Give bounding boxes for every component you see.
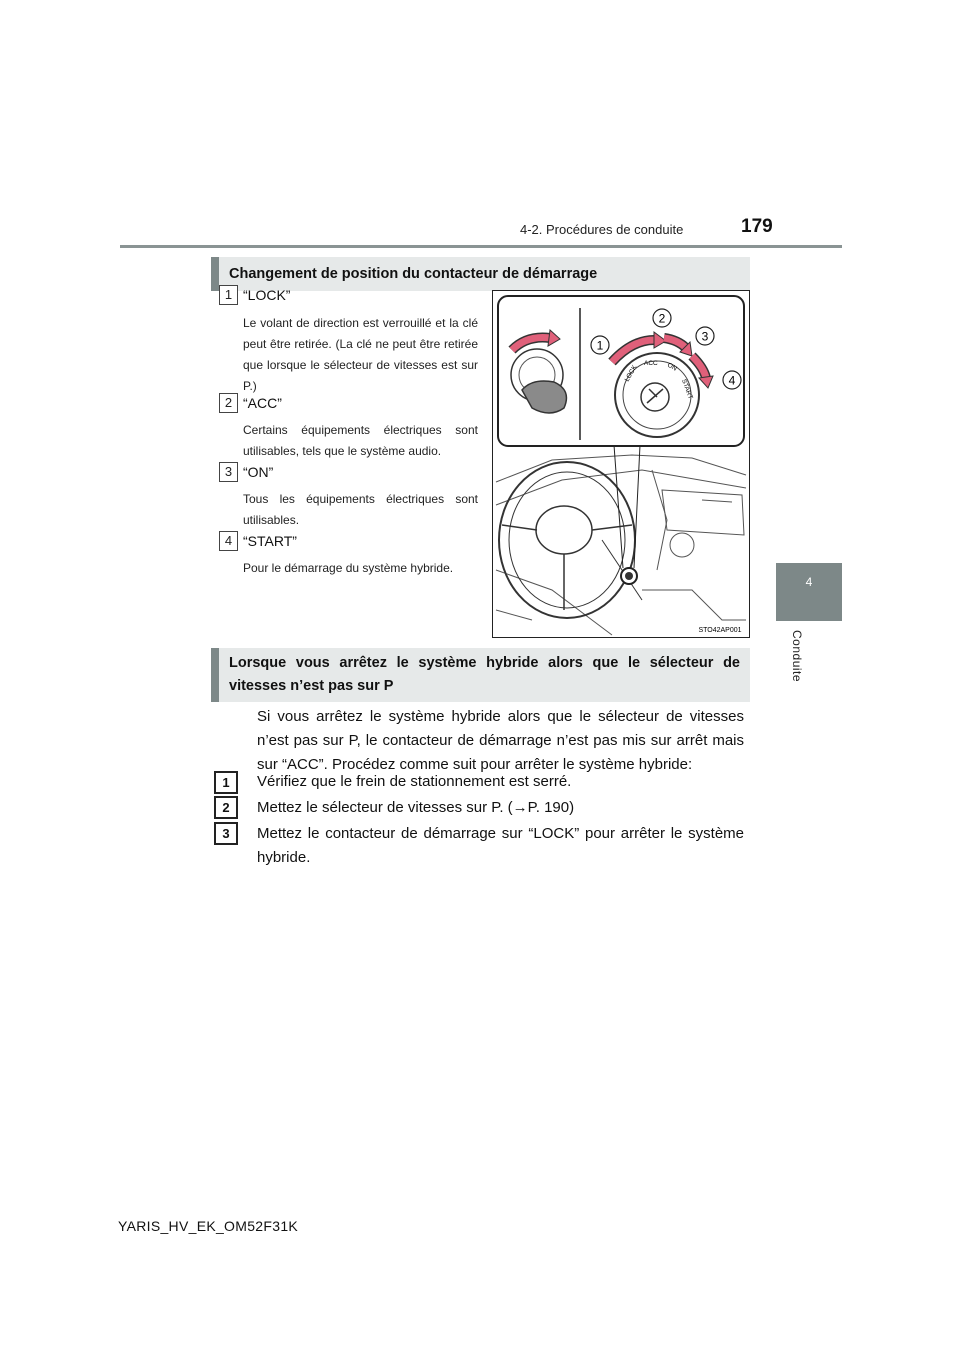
header-section-title: 4-2. Procédures de conduite bbox=[520, 222, 684, 237]
item-number-badge: 3 bbox=[219, 462, 238, 482]
section-heading-line: Lorsque vous arrêtez le système hybride alors que le sélecteur de bbox=[229, 655, 740, 671]
ignition-switch-illustration bbox=[492, 290, 750, 638]
switch-label-acc: ACC bbox=[644, 360, 658, 367]
switch-label-lock: LOCK bbox=[623, 364, 639, 383]
figure-code: STO42AP001 bbox=[698, 627, 742, 634]
step-number-box: 2 bbox=[214, 796, 238, 819]
page-number: 179 bbox=[741, 216, 773, 237]
callout-1: 1 bbox=[596, 338, 604, 353]
item-title-start: “START” bbox=[243, 533, 297, 549]
chapter-tab-number: 4 bbox=[805, 575, 813, 589]
intro-paragraph: Si vous arrêtez le système hybride alors que le sélecteur de vitesses n’est pas sur P, le contacteur de démarrage n’est pas mis sur arrêt mais sur “ACC”. Procédez comme suit pour arrêter le système hybride: bbox=[257, 708, 744, 773]
item-body-start: Pour le démarrage du système hybride. bbox=[243, 561, 454, 575]
document-code: YARIS_HV_EK_OM52F31K bbox=[118, 1218, 299, 1234]
step-text: Vérifiez que le frein de stationnement est serré. bbox=[257, 773, 572, 790]
section-heading-stop-hybrid bbox=[211, 648, 750, 702]
item-title-on: “ON” bbox=[243, 464, 274, 480]
step-text: Mettez le sélecteur de vitesses sur P. (→P. 190) bbox=[257, 799, 575, 816]
item-title-acc: “ACC” bbox=[243, 395, 282, 411]
chapter-tab-label: Conduite bbox=[790, 630, 804, 683]
item-title-lock: “LOCK” bbox=[243, 287, 291, 303]
switch-label-start: START bbox=[680, 378, 694, 401]
callout-2: 2 bbox=[658, 311, 666, 326]
item-body-on: Tous les équipements électriques sont utilisables. bbox=[243, 492, 478, 527]
item-number-badge: 4 bbox=[219, 531, 238, 551]
key-slot-core bbox=[625, 572, 633, 580]
item-number-badge: 2 bbox=[219, 393, 238, 413]
step-number-box: 1 bbox=[214, 771, 238, 794]
section-heading-line: vitesses n’est pas sur P bbox=[229, 678, 394, 694]
item-number-badge: 1 bbox=[219, 285, 238, 305]
section-heading-ignition: Changement de position du contacteur de démarrage bbox=[211, 257, 750, 291]
step-number-box: 3 bbox=[214, 822, 238, 845]
step-text: Mettez le contacteur de démarrage sur “LOCK” pour arrêter le système hybride. bbox=[257, 825, 744, 866]
switch-label-on: ON bbox=[666, 361, 678, 373]
callout-3: 3 bbox=[701, 329, 709, 344]
callout-4: 4 bbox=[728, 373, 736, 388]
item-body-acc: Certains équipements électriques sont utilisables, tels que le système audio. bbox=[243, 423, 478, 458]
item-body-lock: Le volant de direction est verrouillé et la clé peut être retirée. (La clé ne peut être retirée que lorsque le sélecteur de vitesses est sur P.) bbox=[243, 316, 478, 393]
header-divider bbox=[120, 245, 842, 248]
chapter-tab bbox=[776, 563, 842, 621]
